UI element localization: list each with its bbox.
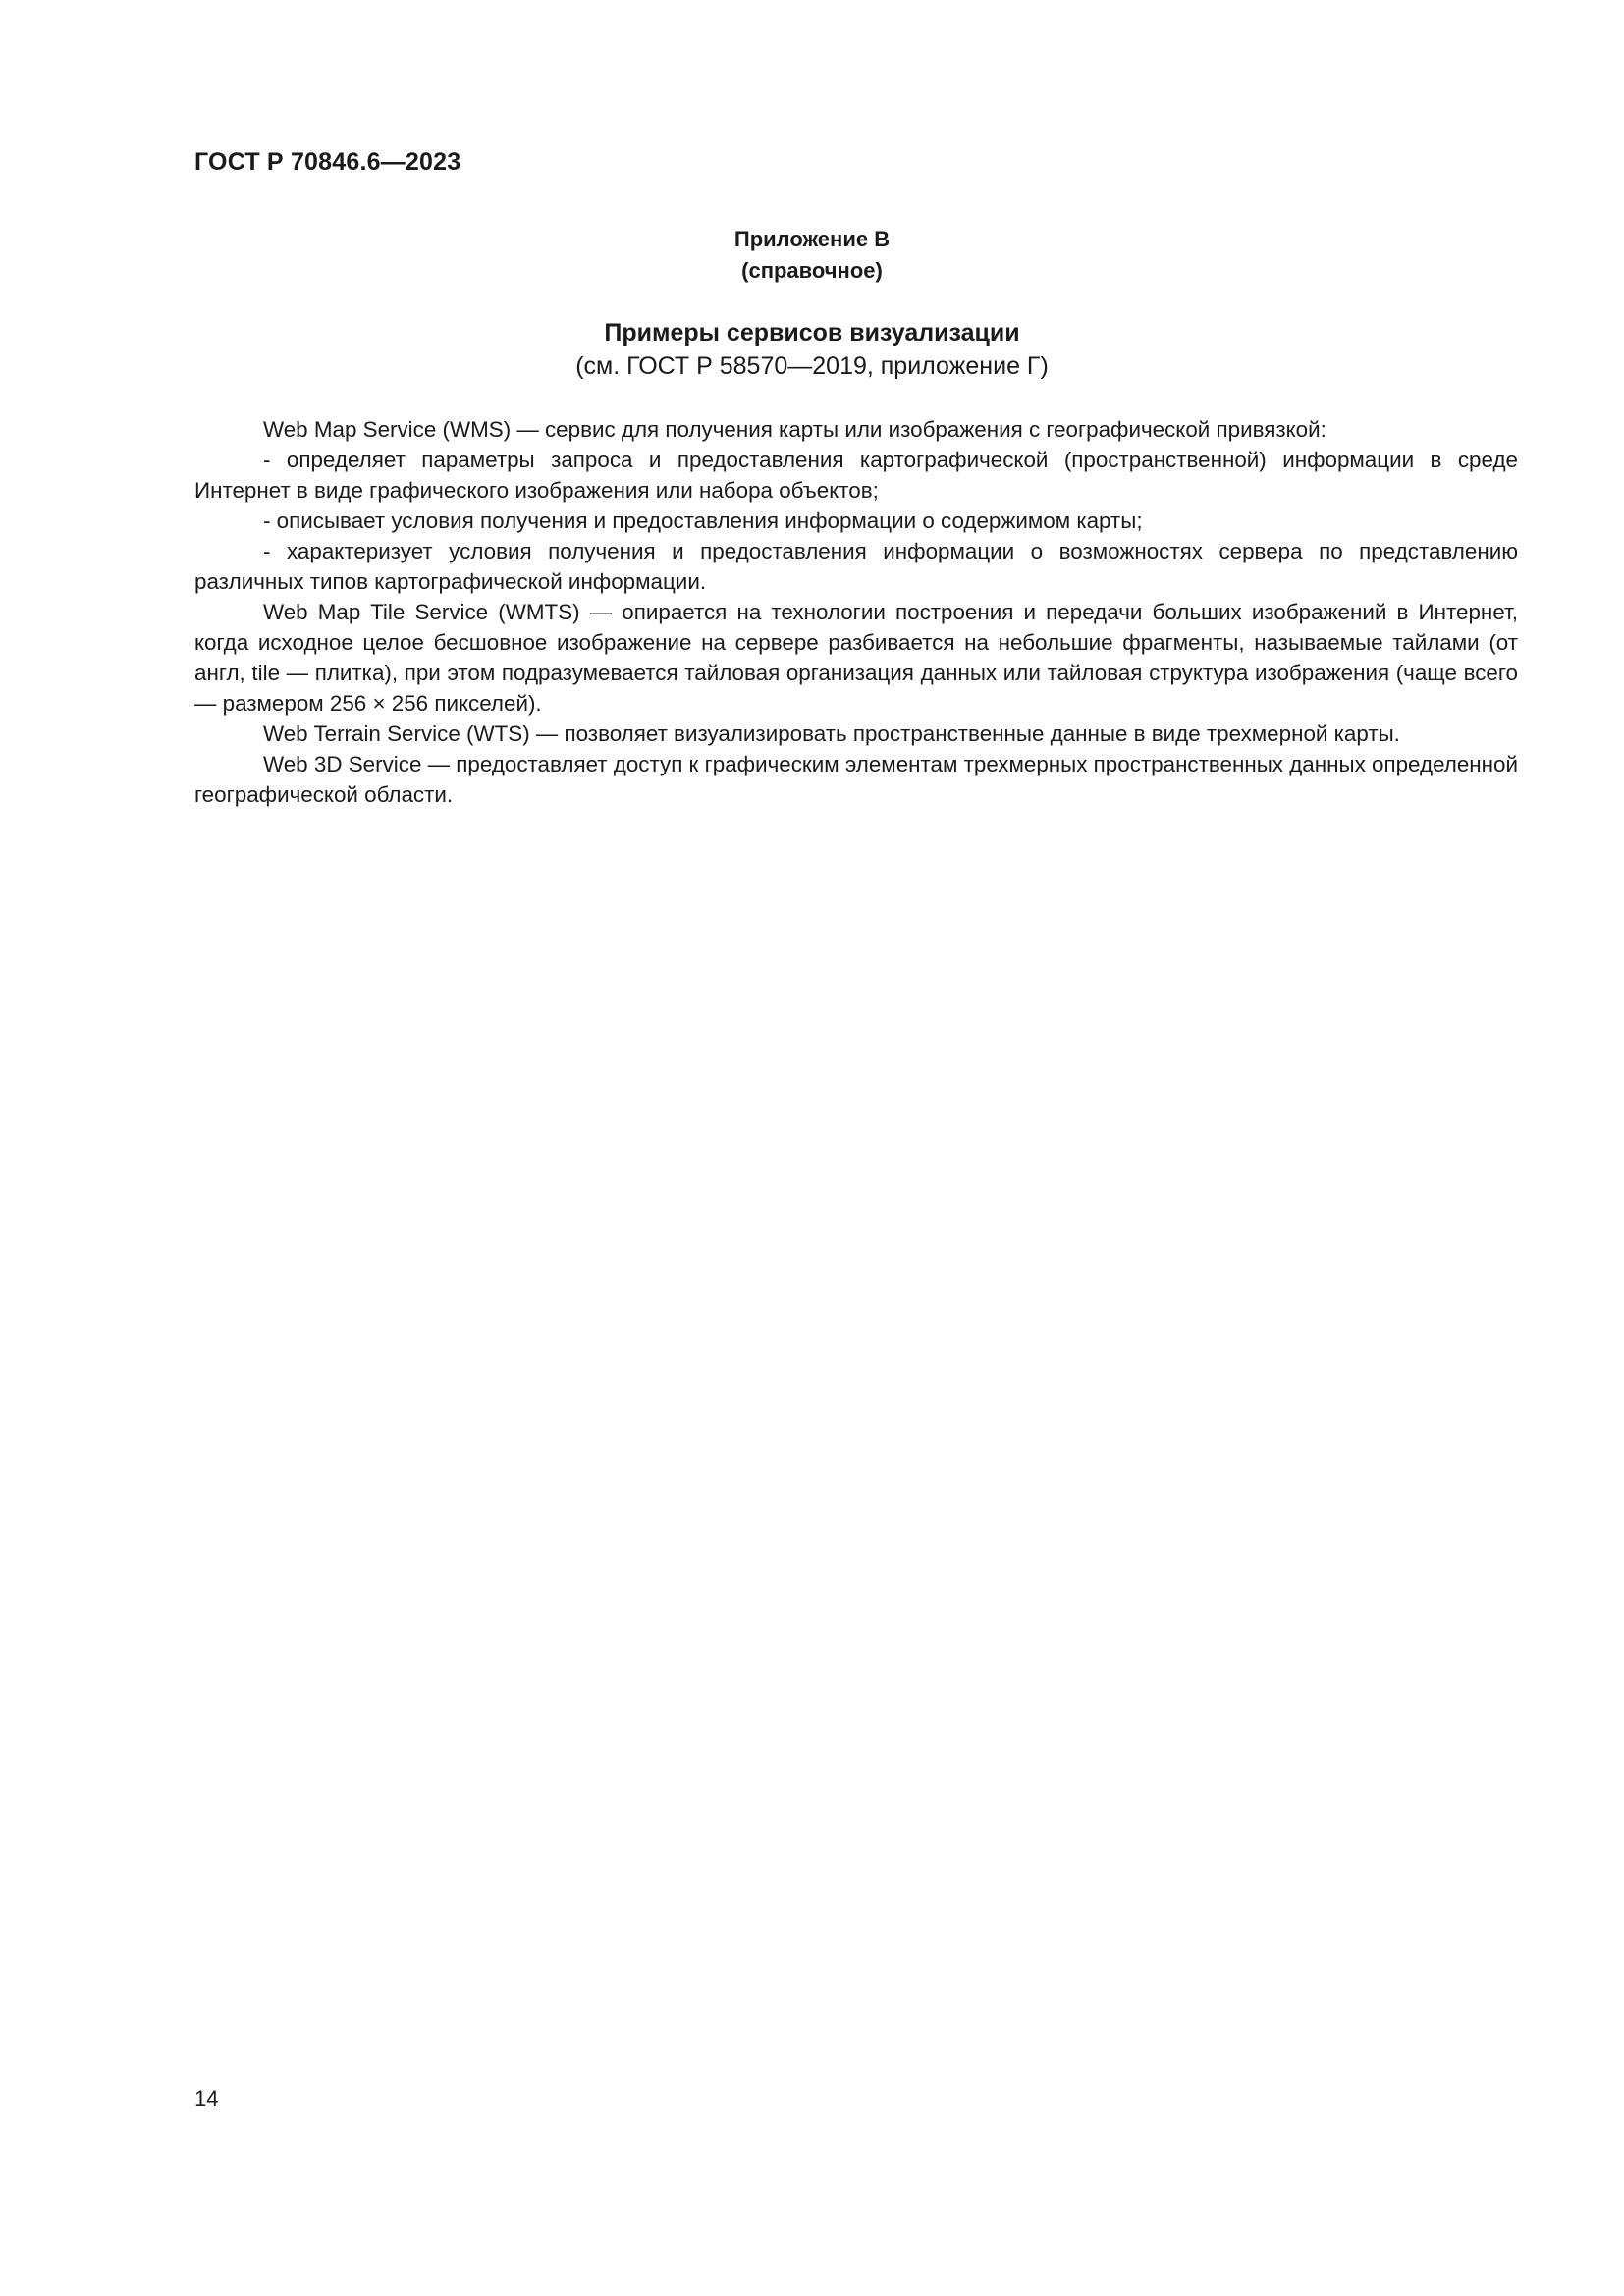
wms-list-item: - характеризует условия получения и предоставления информации о возможностях сервера по представлению различных типов картографической информации. (194, 539, 1518, 594)
section-reference: (см. ГОСТ Р 58570—2019, приложение Г) (575, 352, 1049, 380)
appendix-title: Приложение В (733, 227, 891, 251)
appendix-subtitle: (справочное) (741, 258, 883, 283)
wms-list-item: - определяет параметры запроса и предоставления картографической (пространственной) информации в среде Интернет в виде графического изображения или набора объектов; (194, 448, 1518, 503)
wms-paragraph: Web Map Service (WMS) — сервис для получения карты или изображения с географической привязкой: (263, 417, 1326, 442)
wts-paragraph: Web Terrain Service (WTS) — позволяет визуализировать пространственные данные в виде трехмерной карты. (263, 721, 1400, 746)
page-number: 14 (194, 2086, 219, 2110)
wmts-paragraph: Web Map Tile Service (WMTS) — опирается на технологии построения и передачи больших изображений в Интернет, когда исходное целое бесшовное изображение на сервере разбивается на небольшие фрагменты, называемые тайлами (от англ, tile — плитка), при этом подразумевается тайловая организация данных или тайловая структура изображения (чаще всего — размером 256 × 256 пикселей). (194, 600, 1518, 716)
wms-list-item: - описывает условия получения и предоставления информации о содержимом карты; (263, 508, 1143, 533)
section-title: Примеры сервисов визуализации (604, 319, 1020, 347)
document-code: ГОСТ Р 70846.6—2023 (194, 148, 461, 176)
body-text (194, 414, 1518, 810)
section-heading (0, 316, 1624, 383)
web3d-paragraph: Web 3D Service — предоставляет доступ к графическим элементам трехмерных пространственных данных определенной географической области. (194, 752, 1518, 807)
appendix-heading (0, 224, 1624, 287)
